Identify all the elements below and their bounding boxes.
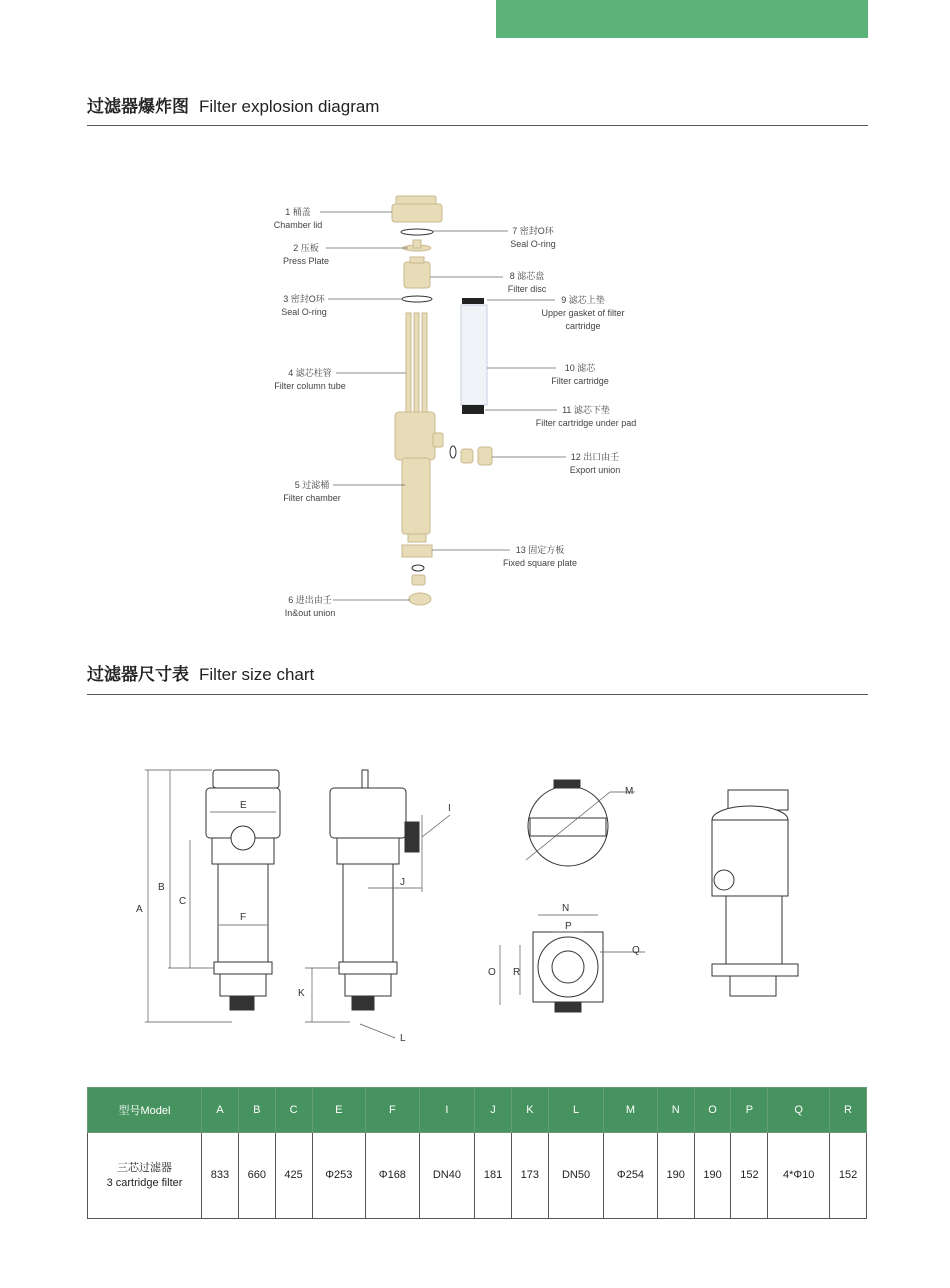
part-label-11: 11 滤芯下垫 Filter cartridge under pad [535,405,637,428]
header-cell: A [202,1088,239,1133]
header-cell: B [238,1088,275,1133]
dim-label-p: P [565,921,572,932]
header-cell: O [694,1088,731,1133]
part-label-3: 3 密封O环 Seal O-ring [281,294,327,317]
dim-label-m: M [625,786,634,797]
dim-label-n: N [562,903,570,914]
part-label-9: 9 滤芯上垫 Upper gasket of filter cartridge [541,295,625,331]
dim-label-r: R [513,967,521,978]
dim-label-f: F [240,912,247,923]
explosion-diagram [0,0,950,640]
value-cell: DN40 [419,1133,474,1219]
value-cell: 4*Φ10 [768,1133,830,1219]
dim-label-j: J [400,877,405,888]
value-cell: 181 [475,1133,512,1219]
value-cell: 425 [275,1133,312,1219]
header-cell: E [312,1088,366,1133]
header-cell: I [419,1088,474,1133]
header-cell: 型号Model [88,1088,202,1133]
value-cell: 833 [202,1133,239,1219]
title-en: Filter explosion diagram [199,97,380,116]
title-en: Filter size chart [199,665,315,684]
title-cn: 过滤器爆炸图 [87,97,189,116]
dim-label-c: C [179,896,187,907]
part-label-4: 4 滤芯柱管 Filter column tube [274,368,346,391]
part-label-10: 10 滤芯 Filter cartridge [551,363,609,386]
header-cell: R [830,1088,867,1133]
header-cell: C [275,1088,312,1133]
value-cell: 152 [731,1133,768,1219]
value-cell: Φ168 [366,1133,420,1219]
part-label-6: 6 进出由壬 In&out union [284,595,336,618]
title-cn: 过滤器尺寸表 [87,665,189,684]
value-cell: Φ253 [312,1133,366,1219]
header-cell: Q [768,1088,830,1133]
dimension-drawings [0,740,950,1050]
value-cell: DN50 [548,1133,603,1219]
dim-label-e: E [240,800,247,811]
part-label-2: 2 压板 Press Plate [282,243,330,266]
value-cell: 660 [238,1133,275,1219]
part-label-1: 1 桶盖 Chamber lid [273,207,323,230]
dim-label-q: Q [632,945,640,956]
dim-label-a: A [136,904,143,915]
header-cell: L [548,1088,603,1133]
table-row [88,1133,867,1219]
part-label-8: 8 滤芯盘 Filter disc [507,271,547,294]
dim-label-i: I [448,803,451,814]
dim-label-b: B [158,882,165,893]
value-cell: Φ254 [604,1133,658,1219]
size-table [87,1087,867,1219]
header-cell: M [604,1088,658,1133]
header-cell: K [511,1088,548,1133]
part-label-5: 5 过滤桶 Filter chamber [283,480,341,503]
value-cell: 152 [830,1133,867,1219]
header-cell: N [657,1088,694,1133]
dim-label-k: K [298,988,305,999]
header-cell: J [475,1088,512,1133]
header-cell: P [731,1088,768,1133]
header-cell: F [366,1088,420,1133]
dim-label-l: L [400,1033,406,1044]
section-title-size [87,660,314,685]
value-cell: 173 [511,1133,548,1219]
part-label-7: 7 密封O环 Seal O-ring [510,226,556,249]
value-cell: 190 [657,1133,694,1219]
dim-label-o: O [488,967,496,978]
table-header-row [88,1088,867,1133]
model-cell: 三芯过滤器 3 cartridge filter [88,1133,202,1219]
divider [87,694,868,695]
part-label-13: 13 固定方板 Fixed square plate [502,545,578,568]
value-cell: 190 [694,1133,731,1219]
part-label-12: 12 出口由壬 Export union [569,452,621,475]
